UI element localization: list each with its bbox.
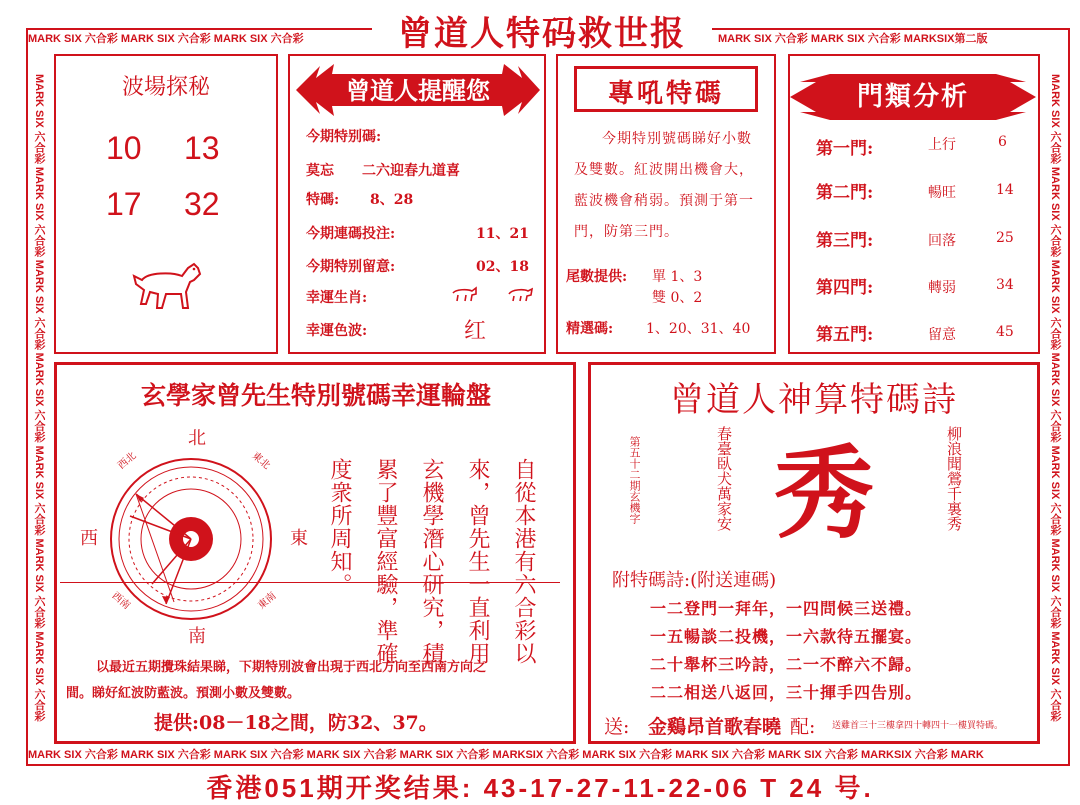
poem-match-note: 送雞首三十三樓拿四十轉四十一樓買特碼。 — [832, 721, 1004, 731]
special-pick-value: 1、20、31、40 — [646, 321, 751, 337]
gate-5-trend: 留意 — [928, 327, 956, 343]
reminder-title: 曾道人提醒您 — [346, 76, 490, 105]
poem-match-label: 配: — [790, 716, 816, 738]
dog-illustration — [128, 252, 208, 320]
reminder-line-7-label: 幸運色波: — [306, 323, 368, 339]
poem-send-text: 金鷄昂首歌春曉 — [648, 716, 782, 738]
gate-2-label: 第二門: — [816, 183, 874, 203]
lucky-wheel — [96, 454, 286, 624]
gate-2-num: 14 — [996, 182, 1014, 198]
poem-line-2: 一五暢談二投機，一六款待五擺宴。 — [650, 627, 923, 646]
reminder-line-2-label: 莫忘 — [306, 163, 334, 179]
gate-1-label: 第一門: — [816, 139, 874, 159]
reminder-line-5-value: 02、18 — [476, 259, 529, 275]
wheel-title: 玄學家曾先生特別號碼幸運輪盤 — [140, 381, 491, 410]
gate-4-trend: 轉弱 — [928, 280, 956, 296]
wave-box — [54, 54, 278, 354]
gate-5-num: 45 — [996, 324, 1014, 340]
wave-number-2: 13 — [184, 130, 220, 166]
gate-3-trend: 回落 — [928, 233, 956, 249]
wheel-dir-ne: 東北 — [249, 450, 272, 472]
wheel-dir-west: 西 — [80, 528, 98, 549]
border-left: MARK SIX 六合彩 MARK SIX 六合彩 MARK SIX 六合彩 MARK SIX 六合彩 MARK SIX 六合彩 MARK SIX 六合彩 MARK SIX 六合彩 — [33, 74, 45, 722]
reminder-line-3-label: 特碼: — [306, 192, 340, 208]
zodiac-icon-1 — [450, 285, 478, 303]
poem-big-char: 秀 — [774, 434, 874, 552]
gate-4-num: 34 — [996, 277, 1014, 293]
wave-number-4: 32 — [184, 186, 220, 222]
gate-3-num: 25 — [996, 230, 1014, 246]
poem-col-right: 柳浪聞鶯千裏秀 — [945, 426, 963, 531]
wheel-dir-north: 北 — [188, 428, 206, 449]
wheel-text-col-2: 來，曾先生一直利用 — [465, 458, 490, 665]
border-right: MARK SIX 六合彩 MARK SIX 六合彩 MARK SIX 六合彩 MARK SIX 六合彩 MARK SIX 六合彩 MARK SIX 六合彩 MARK SIX 六合彩 — [1049, 74, 1061, 722]
masthead-title: 曾道人特码救世报 — [372, 14, 712, 54]
gates-title: 門類分析 — [856, 82, 969, 112]
wheel-text-col-1: 自從本港有六合彩以 — [511, 458, 536, 665]
poem-col-left: 第五十二期玄機字 — [628, 436, 641, 524]
special-text: 今期特別號碼睇好小數及雙數。紅波開出機會大，藍波機會稍弱。預測于第一門，防第三門。 — [574, 131, 754, 240]
wheel-text-col-3: 玄機學潛心研究，積 — [419, 458, 444, 665]
poem-title: 曾道人神算特碼詩 — [670, 380, 958, 420]
wheel-dir-sw: 西南 — [109, 590, 132, 612]
wave-number-1: 10 — [106, 130, 142, 166]
poem-col-mid: 春臺臥犬萬家安 — [715, 426, 733, 531]
special-tail-even: 雙 0、2 — [652, 290, 703, 306]
gate-1-num: 6 — [998, 134, 1007, 150]
gate-2-trend: 暢旺 — [928, 185, 956, 201]
gate-5-label: 第五門: — [816, 325, 874, 345]
poem-send-label: 送: — [604, 716, 630, 738]
special-tail-label: 尾數提供: — [566, 269, 628, 285]
reminder-line-7-value: 红 — [464, 319, 487, 344]
border-bottom: MARK SIX 六合彩 MARK SIX 六合彩 MARK SIX 六合彩 MARK SIX 六合彩 MARK SIX 六合彩 MARKSIX 六合彩 MARK SIX 六合彩 MARK SIX 六合彩 MARK SIX 六合彩 MARKSIX 六合彩 MARK — [28, 749, 984, 761]
wheel-note-1: 以最近五期攪珠結果睇，下期特別波會出現于西北方向至西南方向之 — [96, 660, 487, 675]
gate-4-label: 第四門: — [816, 278, 874, 298]
wheel-text-col-5: 度衆所周知。 — [327, 458, 352, 596]
wheel-dir-south: 南 — [188, 626, 206, 647]
zodiac-icon-2 — [506, 285, 534, 303]
wheel-note-2: 間。睇好紅波防藍波。預測小數及雙數。 — [66, 686, 301, 701]
special-pick-label: 精選碼: — [566, 321, 614, 337]
reminder-line-4-label: 今期連碼投注: — [306, 226, 396, 242]
reminder-line-6-label: 幸運生肖: — [306, 290, 368, 306]
wheel-text-col-4: 累了豐富經驗，準確 — [373, 458, 398, 665]
wheel-dir-nw: 西北 — [116, 450, 139, 472]
poem-line-4: 二二相送八返回，三十揮手四告別。 — [650, 683, 923, 702]
wave-number-3: 17 — [106, 186, 142, 222]
wave-title: 波場探秘 — [121, 75, 210, 100]
reminder-line-3-value: 8、28 — [370, 192, 414, 208]
poem-line-3: 二十舉杯三吟詩，二一不醉六不歸。 — [650, 655, 923, 674]
wheel-dir-east: 東 — [290, 528, 308, 549]
draw-result: 香港051期开奖结果: 43-17-27-11-22-06 T 24 号. — [206, 773, 874, 803]
poem-line-1: 一二登門一拜年，一四問候三送禮。 — [650, 599, 923, 618]
border-top-left: MARK SIX 六合彩 MARK SIX 六合彩 MARK SIX 六合彩 — [28, 33, 304, 45]
gate-1-trend: 上行 — [928, 137, 956, 153]
wheel-provide: 提供:08－18之間，防32、37。 — [154, 712, 438, 734]
wheel-dir-se: 東南 — [256, 590, 279, 612]
reminder-line-2-value: 二六迎春九道喜 — [362, 163, 460, 179]
border-top-right: MARK SIX 六合彩 MARK SIX 六合彩 MARKSIX第二版 — [718, 33, 988, 45]
reminder-line-4-value: 11、21 — [476, 226, 529, 242]
special-title: 專吼特碼 — [607, 79, 724, 109]
reminder-line-1-label: 今期特别碼: — [306, 129, 382, 145]
poem-attach: 附特碼詩:(附送連碼) — [612, 570, 777, 591]
special-tail-odd: 單 1、3 — [652, 269, 703, 285]
gate-3-label: 第三門: — [816, 231, 874, 251]
reminder-line-5-label: 今期特别留意: — [306, 259, 396, 275]
